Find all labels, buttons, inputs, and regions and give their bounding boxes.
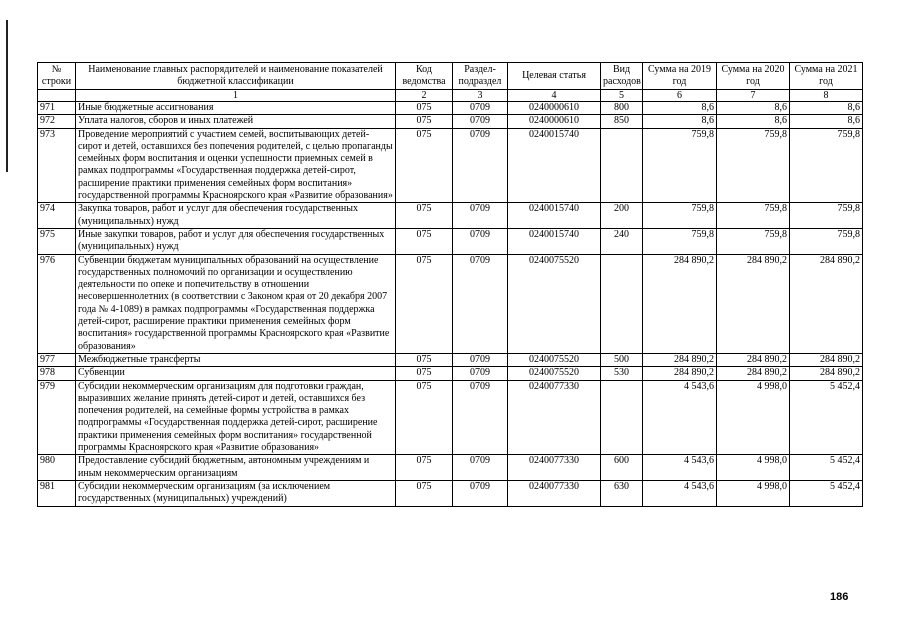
column-number-row [38,90,863,102]
column-number: 6 [643,90,717,102]
section-code: 0709 [453,128,508,203]
amount-2021: 759,8 [790,228,863,254]
row-name: Субсидии некоммерческим организациям для подготовки граждан, выразивших желание принять детей-сирот и детей, оставшихся без попечения родителей, на семейные формы устройства в рамках подпрограммы «Государственная поддержка детей-сирот, расширение практики применения семейных форм воспитания» государственной программы Красноярского края «Развитие образования» [76,380,396,455]
expense-type: 500 [601,353,643,366]
row-name: Иные закупки товаров, работ и услуг для обеспечения государственных (муниципальных) нужд [76,228,396,254]
amount-2020: 8,6 [717,115,790,128]
amount-2019: 8,6 [643,115,717,128]
header-cell: № строки [38,63,76,90]
amount-2020: 759,8 [717,203,790,229]
amount-2021: 8,6 [790,102,863,115]
row-number: 972 [38,115,76,128]
amount-2021: 759,8 [790,203,863,229]
amount-2020: 284 890,2 [717,367,790,380]
amount-2021: 5 452,4 [790,380,863,455]
table-row [38,228,863,254]
target-article: 0240077330 [508,380,601,455]
amount-2021: 759,8 [790,128,863,203]
section-code: 0709 [453,367,508,380]
target-article: 0240015740 [508,228,601,254]
department-code: 075 [396,115,453,128]
header-cell: Сумма на 2019 год [643,63,717,90]
row-number: 974 [38,203,76,229]
header-cell: Сумма на 2020 год [717,63,790,90]
row-number: 980 [38,455,76,481]
expense-type [601,128,643,203]
header-cell: Вид расходов [601,63,643,90]
expense-type: 240 [601,228,643,254]
department-code: 075 [396,128,453,203]
page-number: 186 [830,591,849,603]
row-name: Межбюджетные трансферты [76,353,396,366]
table-row [38,115,863,128]
section-code: 0709 [453,380,508,455]
amount-2021: 284 890,2 [790,254,863,353]
row-number: 978 [38,367,76,380]
department-code: 075 [396,480,453,506]
row-number: 976 [38,254,76,353]
row-name: Субсидии некоммерческим организациям (за исключением государственных (муниципальных) учреждений) [76,480,396,506]
amount-2020: 284 890,2 [717,353,790,366]
table-row [38,455,863,481]
budget-table [37,62,863,507]
table-row [38,367,863,380]
amount-2019: 4 543,6 [643,380,717,455]
amount-2019: 759,8 [643,228,717,254]
amount-2021: 8,6 [790,115,863,128]
column-number: 3 [453,90,508,102]
department-code: 075 [396,455,453,481]
section-code: 0709 [453,102,508,115]
row-number: 971 [38,102,76,115]
target-article: 0240015740 [508,128,601,203]
amount-2020: 4 998,0 [717,380,790,455]
table-row [38,254,863,353]
department-code: 075 [396,203,453,229]
amount-2019: 8,6 [643,102,717,115]
target-article: 0240075520 [508,367,601,380]
header-cell: Наименование главных распорядителей и наименование показателей бюджетной классификации [76,63,396,90]
section-code: 0709 [453,115,508,128]
row-name: Предоставление субсидий бюджетным, автономным учреждениям и иным некоммерческим организациям [76,455,396,481]
amount-2019: 759,8 [643,203,717,229]
target-article: 0240077330 [508,455,601,481]
expense-type: 200 [601,203,643,229]
department-code: 075 [396,353,453,366]
amount-2021: 284 890,2 [790,353,863,366]
amount-2020: 284 890,2 [717,254,790,353]
column-number: 4 [508,90,601,102]
row-number: 973 [38,128,76,203]
row-name: Проведение мероприятий с участием семей, воспитывающих детей-сирот и детей, оставшихся без попечения родителей, с целью пропаганды семейных форм воспитания и оценки успешности приемных семей в рамках подпрограммы «Государственная поддержка детей-сирот, расширение практики применения семейных форм воспитания» государственной программы Красноярского края «Развитие образования» [76,128,396,203]
expense-type: 800 [601,102,643,115]
row-number: 981 [38,480,76,506]
department-code: 075 [396,380,453,455]
amount-2019: 284 890,2 [643,367,717,380]
table-row [38,203,863,229]
table-row [38,380,863,455]
target-article: 0240075520 [508,254,601,353]
section-code: 0709 [453,228,508,254]
row-name: Субвенции [76,367,396,380]
row-number: 975 [38,228,76,254]
expense-type [601,254,643,353]
expense-type: 630 [601,480,643,506]
column-number [38,90,76,102]
amount-2021: 5 452,4 [790,455,863,481]
amount-2019: 4 543,6 [643,480,717,506]
expense-type [601,380,643,455]
row-name: Уплата налогов, сборов и иных платежей [76,115,396,128]
section-code: 0709 [453,203,508,229]
amount-2020: 759,8 [717,228,790,254]
section-code: 0709 [453,480,508,506]
table-row [38,102,863,115]
amount-2021: 284 890,2 [790,367,863,380]
target-article: 0240015740 [508,203,601,229]
target-article: 0240077330 [508,480,601,506]
amount-2019: 4 543,6 [643,455,717,481]
amount-2019: 284 890,2 [643,353,717,366]
row-name: Закупка товаров, работ и услуг для обеспечения государственных (муниципальных) нужд [76,203,396,229]
column-number: 8 [790,90,863,102]
department-code: 075 [396,228,453,254]
amount-2019: 284 890,2 [643,254,717,353]
section-code: 0709 [453,353,508,366]
table-row [38,353,863,366]
amount-2020: 4 998,0 [717,455,790,481]
header-cell: Раздел-подраздел [453,63,508,90]
section-code: 0709 [453,455,508,481]
column-number: 5 [601,90,643,102]
section-code: 0709 [453,254,508,353]
table-row [38,128,863,203]
expense-type: 600 [601,455,643,481]
amount-2020: 759,8 [717,128,790,203]
scan-margin-line [6,20,8,172]
department-code: 075 [396,254,453,353]
row-number: 979 [38,380,76,455]
amount-2020: 8,6 [717,102,790,115]
row-name: Иные бюджетные ассигнования [76,102,396,115]
amount-2019: 759,8 [643,128,717,203]
column-number: 7 [717,90,790,102]
row-name: Субвенции бюджетам муниципальных образований на осуществление государственных полномочий по организации и осуществлению деятельности по опеке и попечительству в отношении несовершеннолетних (в соответствии с Законом края от 20 декабря 2007 года № 4-1089) в рамках подпрограммы «Государственная поддержка детей-сирот, расширение практики применения семейных форм воспитания» государственной программы Красноярского края «Развитие образования» [76,254,396,353]
column-number: 2 [396,90,453,102]
target-article: 0240000610 [508,115,601,128]
column-number: 1 [76,90,396,102]
expense-type: 530 [601,367,643,380]
expense-type: 850 [601,115,643,128]
header-cell: Сумма на 2021 год [790,63,863,90]
target-article: 0240000610 [508,102,601,115]
department-code: 075 [396,367,453,380]
header-row [38,63,863,90]
department-code: 075 [396,102,453,115]
row-number: 977 [38,353,76,366]
header-cell: Код ведомства [396,63,453,90]
amount-2021: 5 452,4 [790,480,863,506]
table-row [38,480,863,506]
target-article: 0240075520 [508,353,601,366]
amount-2020: 4 998,0 [717,480,790,506]
header-cell: Целевая статья [508,63,601,90]
